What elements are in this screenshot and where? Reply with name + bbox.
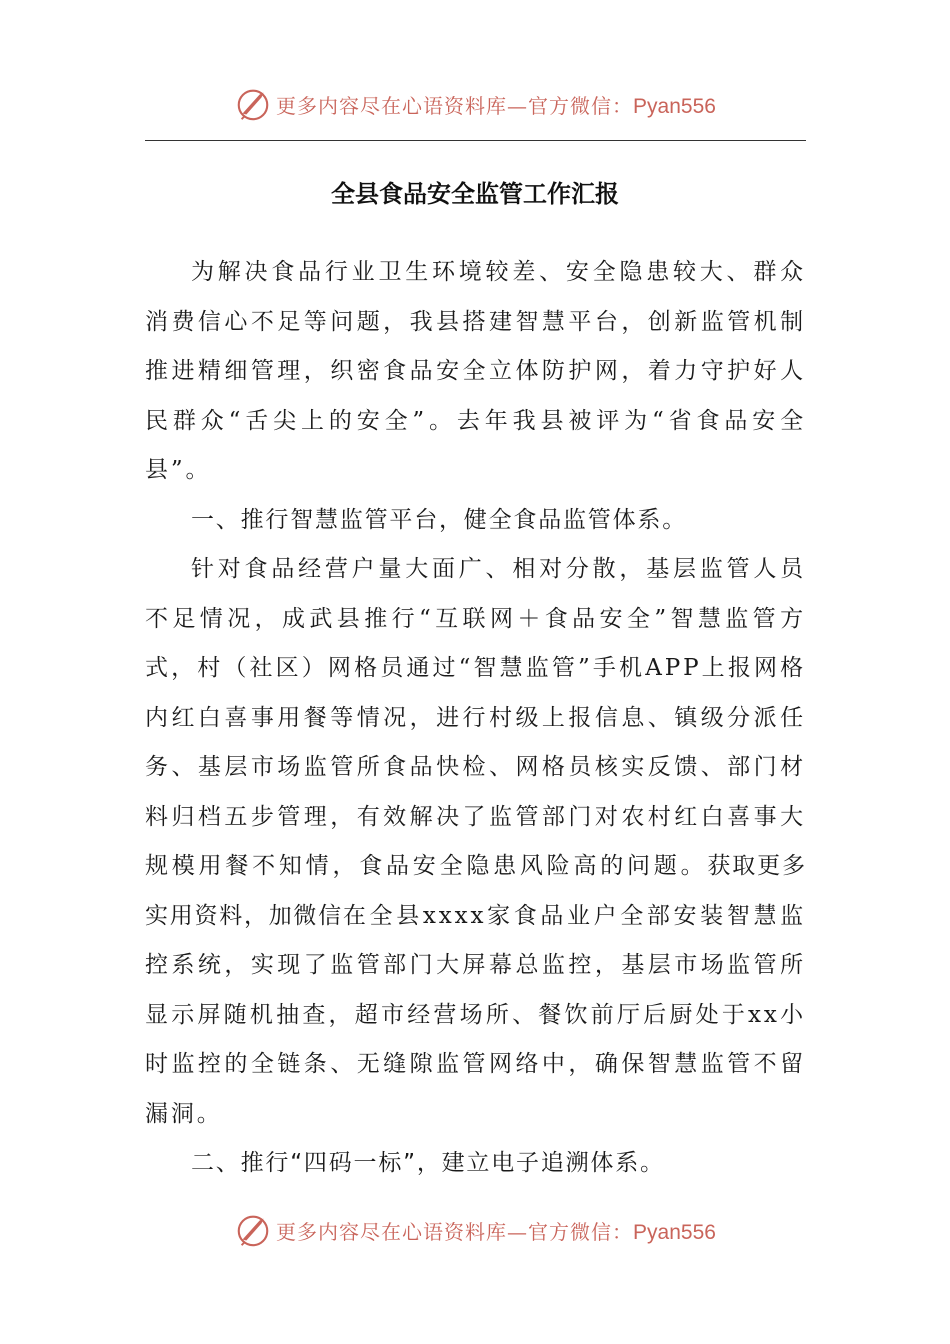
footer-banner [0,1208,950,1252]
footer-wechat-id: Pyan556 [633,1220,716,1244]
section-1-text-part2: 在全县xxxx家食品业户全部安装智慧监控系统，实现了监管部门大屏幕总监控，基层市场监管所显示屏随机抽查，超市经营场所、餐饮前厅后厨处于xx小时监控的全链条、无缝隙监管网络中，确保智慧监管不留漏洞。 [145,902,806,1127]
section-1-text-part1: 针对食品经营户量大面广、相对分散，基层监管人员不足情况，成武县推行“互联网＋食品安全”智慧监管方式，村（社区）网格员通过“智慧监管”手机APP上报网格内红白喜事用餐等情况，进行村级上报信息、镇级分派任务、基层市场监管所食品快检、网格员核实反馈、部门材料归档五步管理，有效解决了监管部门对农村红白喜事大规模用餐不知情，食品安全隐患风险高的问题。 [145,556,806,879]
section-2-heading: 二、推行“四码一标”，建立电子追溯体系。 [191,1150,665,1176]
quill-logo-icon [234,85,272,123]
section-1-heading: 一、推行智慧监管平台，健全食品监管体系。 [191,506,687,533]
header-banner-text: 更多内容尽在心语资料库—官方微信：Pyan556 [276,93,716,118]
section-1-paragraph [145,545,806,1139]
document-body [145,248,806,1189]
document-title: 全县食品安全监管工作汇报 [331,179,619,208]
promo-text: 获取更多实用资料，加微信 [145,853,806,929]
footer-banner-text: 更多内容尽在心语资料库—官方微信：Pyan556 [276,1219,716,1244]
header-wechat-id: Pyan556 [633,94,716,118]
quill-logo-icon [234,1211,272,1249]
header-banner [0,82,950,126]
header-divider [145,140,806,141]
intro-paragraph: 为解决食品行业卫生环境较差、安全隐患较大、群众消费信心不足等问题，我县搭建智慧平台，创新监管机制推进精细管理，织密食品安全立体防护网，着力守护好人民群众“舌尖上的安全”。去年我县被评为“省食品安全县”。 [145,259,806,483]
